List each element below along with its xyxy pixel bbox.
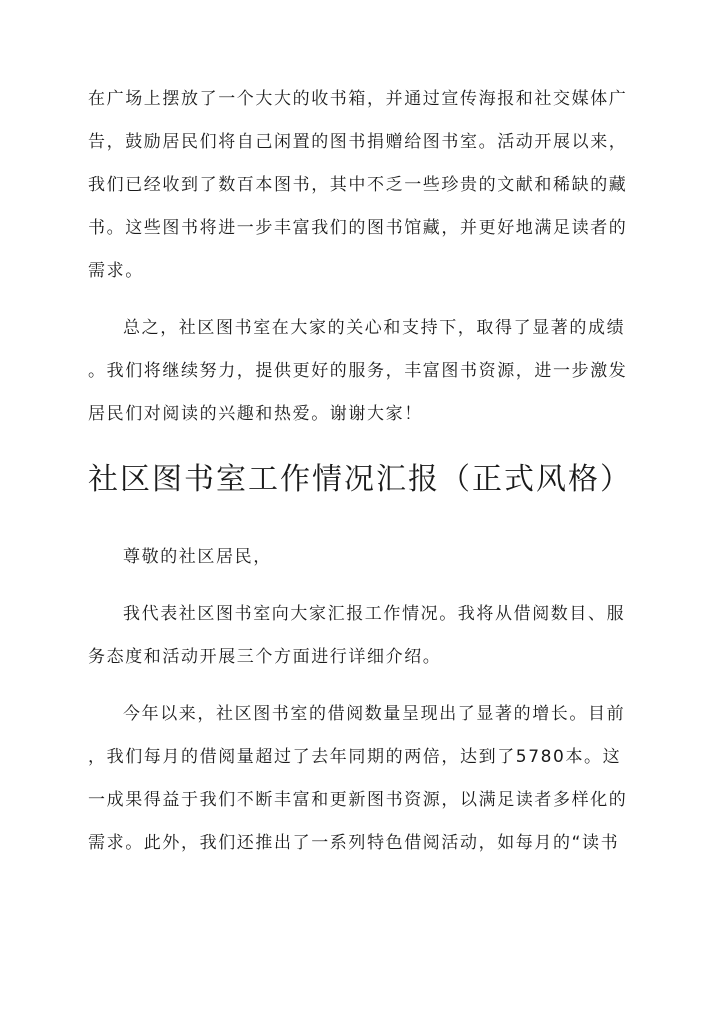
paragraph-line: 需求。 (88, 261, 144, 281)
paragraph-line: 我代表社区图书室向大家汇报工作情况。我将从借阅数目、服 (123, 604, 626, 624)
paragraph-line: 一成果得益于我们不断丰富和更新图书资源，以满足读者多样化的 (88, 790, 628, 810)
paragraph-line: 今年以来，社区图书室的借阅数量呈现出了显著的增长。目前 (123, 704, 626, 724)
section-title: 社区图书室工作情况汇报（正式风格） (88, 462, 632, 497)
paragraph-line: 书。这些图书将进一步丰富我们的图书馆藏，并更好地满足读者的 (88, 218, 628, 238)
paragraph-line: ，我们每月的借阅量超过了去年同期的两倍，达到了5780本。这 (88, 747, 622, 767)
paragraph-line: 我们已经收到了数百本图书，其中不乏一些珍贵的文献和稀缺的藏 (88, 175, 628, 195)
paragraph-line: 需求。此外，我们还推出了一系列特色借阅活动，如每月的“读书 (88, 833, 620, 853)
paragraph-line: 总之，社区图书室在大家的关心和支持下，取得了显著的成绩 (123, 318, 626, 338)
paragraph-line: 居民们对阅读的兴趣和热爱。谢谢大家！ (88, 404, 423, 424)
greeting: 尊敬的社区居民， (123, 547, 272, 567)
paragraph-line: 告，鼓励居民们将自己闲置的图书捐赠给图书室。活动开展以来， (88, 132, 628, 152)
paragraph-line: 。我们将继续努力，提供更好的服务，丰富图书资源，进一步激发 (88, 361, 628, 381)
paragraph-line: 在广场上摆放了一个大大的收书箱，并通过宣传海报和社交媒体广 (88, 89, 628, 109)
paragraph-line: 务态度和活动开展三个方面进行详细介绍。 (88, 647, 442, 667)
